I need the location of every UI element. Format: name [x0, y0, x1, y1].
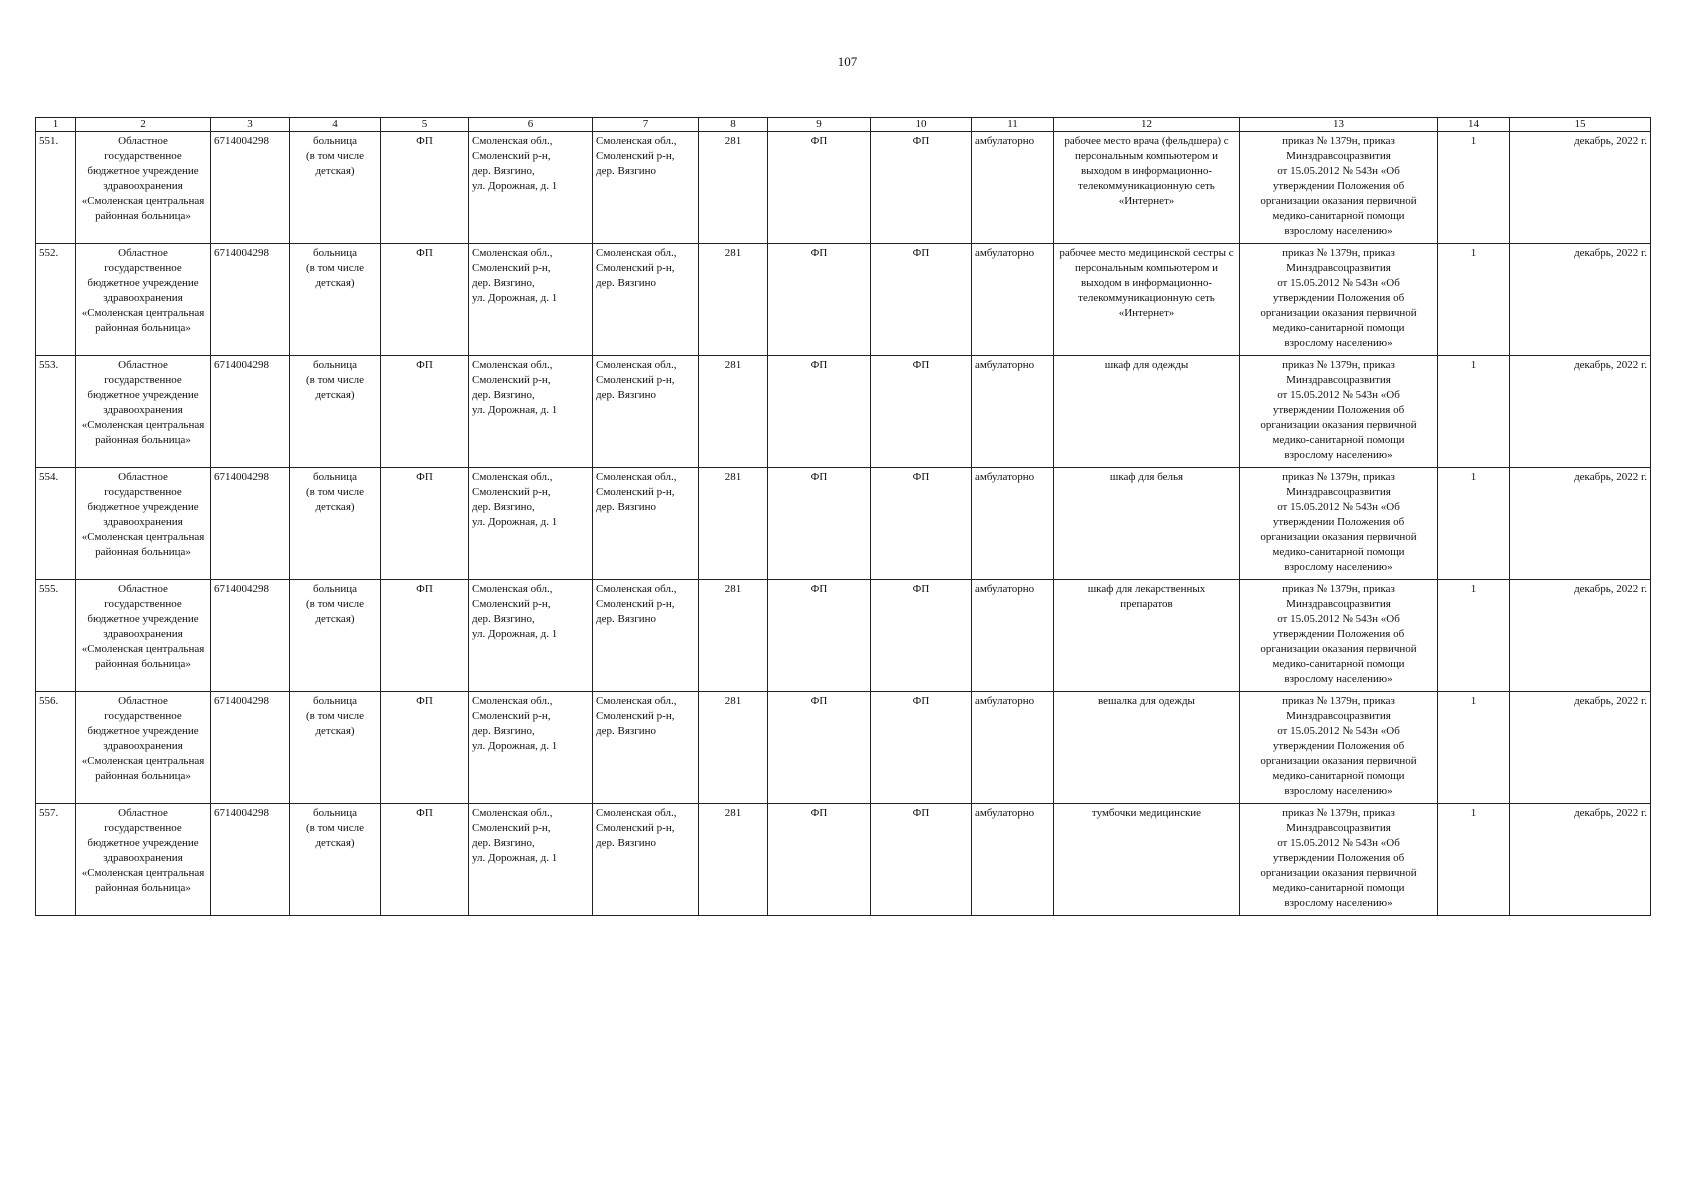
order-reference: приказ № 1379н, приказ Минздравсоцразвития от 15.05.2012 № 543н «Об утверждении Положения об организации оказания первичной медико-санитарной помощи взрослому населению» — [1240, 468, 1438, 580]
column-9-cell: ФП — [768, 580, 871, 692]
column-5-cell: ФП — [381, 692, 469, 804]
table-row — [36, 244, 1651, 356]
code-cell: 281 — [699, 132, 768, 244]
order-reference: приказ № 1379н, приказ Минздравсоцразвития от 15.05.2012 № 543н «Об утверждении Положения об организации оказания первичной медико-санитарной помощи взрослому населению» — [1240, 580, 1438, 692]
column-number-10: 10 — [871, 118, 972, 132]
table-row — [36, 132, 1651, 244]
facility-type: больница (в том числе детская) — [290, 804, 381, 916]
table-row — [36, 692, 1651, 804]
column-10-cell: ФП — [871, 356, 972, 468]
inn-cell: 6714004298 — [211, 132, 290, 244]
institution-name: Областное государственное бюджетное учреждение здравоохранения «Смоленская центральная районная больница» — [76, 692, 211, 804]
deadline-cell: декабрь, 2022 г. — [1510, 132, 1651, 244]
column-9-cell: ФП — [768, 356, 871, 468]
code-cell: 281 — [699, 244, 768, 356]
inn-cell: 6714004298 — [211, 468, 290, 580]
column-9-cell: ФП — [768, 804, 871, 916]
column-number-2: 2 — [76, 118, 211, 132]
column-5-cell: ФП — [381, 468, 469, 580]
order-reference: приказ № 1379н, приказ Минздравсоцразвития от 15.05.2012 № 543н «Об утверждении Положения об организации оказания первичной медико-санитарной помощи взрослому населению» — [1240, 132, 1438, 244]
quantity-cell: 1 — [1438, 468, 1510, 580]
column-9-cell: ФП — [768, 468, 871, 580]
column-5-cell: ФП — [381, 804, 469, 916]
equipment-item: рабочее место медицинской сестры с персональным компьютером и выходом в информационно-телекоммуникационную сеть «Интернет» — [1054, 244, 1240, 356]
facility-type: больница (в том числе детская) — [290, 468, 381, 580]
locality-cell: Смоленская обл., Смоленский р-н, дер. Вязгино — [593, 804, 699, 916]
column-10-cell: ФП — [871, 692, 972, 804]
code-cell: 281 — [699, 580, 768, 692]
column-10-cell: ФП — [871, 804, 972, 916]
inn-cell: 6714004298 — [211, 244, 290, 356]
address-cell: Смоленская обл., Смоленский р-н, дер. Вязгино, ул. Дорожная, д. 1 — [469, 804, 593, 916]
column-number-1: 1 — [36, 118, 76, 132]
column-number-4: 4 — [290, 118, 381, 132]
order-reference: приказ № 1379н, приказ Минздравсоцразвития от 15.05.2012 № 543н «Об утверждении Положения об организации оказания первичной медико-санитарной помощи взрослому населению» — [1240, 244, 1438, 356]
column-5-cell: ФП — [381, 244, 469, 356]
deadline-cell: декабрь, 2022 г. — [1510, 804, 1651, 916]
row-number: 553. — [36, 356, 76, 468]
row-number: 557. — [36, 804, 76, 916]
column-number-3: 3 — [211, 118, 290, 132]
equipment-item: тумбочки медицинские — [1054, 804, 1240, 916]
column-9-cell: ФП — [768, 692, 871, 804]
care-type-cell: амбулаторно — [972, 244, 1054, 356]
column-number-5: 5 — [381, 118, 469, 132]
code-cell: 281 — [699, 804, 768, 916]
institution-name: Областное государственное бюджетное учреждение здравоохранения «Смоленская центральная районная больница» — [76, 468, 211, 580]
institution-name: Областное государственное бюджетное учреждение здравоохранения «Смоленская центральная районная больница» — [76, 244, 211, 356]
address-cell: Смоленская обл., Смоленский р-н, дер. Вязгино, ул. Дорожная, д. 1 — [469, 580, 593, 692]
institution-name: Областное государственное бюджетное учреждение здравоохранения «Смоленская центральная районная больница» — [76, 132, 211, 244]
quantity-cell: 1 — [1438, 132, 1510, 244]
column-number-row — [36, 118, 1651, 132]
equipment-item: шкаф для одежды — [1054, 356, 1240, 468]
column-number-13: 13 — [1240, 118, 1438, 132]
column-number-8: 8 — [699, 118, 768, 132]
row-number: 551. — [36, 132, 76, 244]
column-number-14: 14 — [1438, 118, 1510, 132]
column-9-cell: ФП — [768, 132, 871, 244]
institution-name: Областное государственное бюджетное учреждение здравоохранения «Смоленская центральная районная больница» — [76, 580, 211, 692]
quantity-cell: 1 — [1438, 804, 1510, 916]
inn-cell: 6714004298 — [211, 804, 290, 916]
deadline-cell: декабрь, 2022 г. — [1510, 692, 1651, 804]
care-type-cell: амбулаторно — [972, 580, 1054, 692]
code-cell: 281 — [699, 692, 768, 804]
equipment-item: шкаф для белья — [1054, 468, 1240, 580]
deadline-cell: декабрь, 2022 г. — [1510, 244, 1651, 356]
care-type-cell: амбулаторно — [972, 804, 1054, 916]
code-cell: 281 — [699, 356, 768, 468]
locality-cell: Смоленская обл., Смоленский р-н, дер. Вязгино — [593, 356, 699, 468]
column-number-11: 11 — [972, 118, 1054, 132]
address-cell: Смоленская обл., Смоленский р-н, дер. Вязгино, ул. Дорожная, д. 1 — [469, 468, 593, 580]
row-number: 556. — [36, 692, 76, 804]
column-number-7: 7 — [593, 118, 699, 132]
address-cell: Смоленская обл., Смоленский р-н, дер. Вязгино, ул. Дорожная, д. 1 — [469, 132, 593, 244]
deadline-cell: декабрь, 2022 г. — [1510, 580, 1651, 692]
locality-cell: Смоленская обл., Смоленский р-н, дер. Вязгино — [593, 132, 699, 244]
quantity-cell: 1 — [1438, 356, 1510, 468]
quantity-cell: 1 — [1438, 244, 1510, 356]
quantity-cell: 1 — [1438, 692, 1510, 804]
address-cell: Смоленская обл., Смоленский р-н, дер. Вязгино, ул. Дорожная, д. 1 — [469, 244, 593, 356]
equipment-item: рабочее место врача (фельдшера) с персональным компьютером и выходом в информационно-телекоммуникационную сеть «Интернет» — [1054, 132, 1240, 244]
address-cell: Смоленская обл., Смоленский р-н, дер. Вязгино, ул. Дорожная, д. 1 — [469, 692, 593, 804]
column-number-9: 9 — [768, 118, 871, 132]
care-type-cell: амбулаторно — [972, 468, 1054, 580]
facility-type: больница (в том числе детская) — [290, 692, 381, 804]
column-5-cell: ФП — [381, 356, 469, 468]
deadline-cell: декабрь, 2022 г. — [1510, 356, 1651, 468]
institution-name: Областное государственное бюджетное учреждение здравоохранения «Смоленская центральная районная больница» — [76, 356, 211, 468]
facility-type: больница (в том числе детская) — [290, 580, 381, 692]
order-reference: приказ № 1379н, приказ Минздравсоцразвития от 15.05.2012 № 543н «Об утверждении Положения об организации оказания первичной медико-санитарной помощи взрослому населению» — [1240, 356, 1438, 468]
column-10-cell: ФП — [871, 244, 972, 356]
locality-cell: Смоленская обл., Смоленский р-н, дер. Вязгино — [593, 244, 699, 356]
table-row — [36, 804, 1651, 916]
page-number: 107 — [837, 54, 858, 69]
deadline-cell: декабрь, 2022 г. — [1510, 468, 1651, 580]
row-number: 554. — [36, 468, 76, 580]
column-5-cell: ФП — [381, 132, 469, 244]
column-number-12: 12 — [1054, 118, 1240, 132]
equipment-item: вешалка для одежды — [1054, 692, 1240, 804]
order-reference: приказ № 1379н, приказ Минздравсоцразвития от 15.05.2012 № 543н «Об утверждении Положения об организации оказания первичной медико-санитарной помощи взрослому населению» — [1240, 692, 1438, 804]
care-type-cell: амбулаторно — [972, 692, 1054, 804]
inn-cell: 6714004298 — [211, 356, 290, 468]
table-row — [36, 468, 1651, 580]
locality-cell: Смоленская обл., Смоленский р-н, дер. Вязгино — [593, 580, 699, 692]
facility-type: больница (в том числе детская) — [290, 356, 381, 468]
equipment-item: шкаф для лекарственных препаратов — [1054, 580, 1240, 692]
column-10-cell: ФП — [871, 580, 972, 692]
table-row — [36, 580, 1651, 692]
row-number: 555. — [36, 580, 76, 692]
inn-cell: 6714004298 — [211, 580, 290, 692]
column-number-6: 6 — [469, 118, 593, 132]
facility-type: больница (в том числе детская) — [290, 244, 381, 356]
institution-name: Областное государственное бюджетное учреждение здравоохранения «Смоленская центральная районная больница» — [76, 804, 211, 916]
inn-cell: 6714004298 — [211, 692, 290, 804]
facility-type: больница (в том числе детская) — [290, 132, 381, 244]
locality-cell: Смоленская обл., Смоленский р-н, дер. Вязгино — [593, 468, 699, 580]
table-row — [36, 356, 1651, 468]
register-table — [35, 117, 1651, 916]
column-10-cell: ФП — [871, 132, 972, 244]
quantity-cell: 1 — [1438, 580, 1510, 692]
order-reference: приказ № 1379н, приказ Минздравсоцразвития от 15.05.2012 № 543н «Об утверждении Положения об организации оказания первичной медико-санитарной помощи взрослому населению» — [1240, 804, 1438, 916]
code-cell: 281 — [699, 468, 768, 580]
column-10-cell: ФП — [871, 468, 972, 580]
care-type-cell: амбулаторно — [972, 132, 1054, 244]
column-9-cell: ФП — [768, 244, 871, 356]
address-cell: Смоленская обл., Смоленский р-н, дер. Вязгино, ул. Дорожная, д. 1 — [469, 356, 593, 468]
column-5-cell: ФП — [381, 580, 469, 692]
care-type-cell: амбулаторно — [972, 356, 1054, 468]
column-number-15: 15 — [1510, 118, 1651, 132]
locality-cell: Смоленская обл., Смоленский р-н, дер. Вязгино — [593, 692, 699, 804]
row-number: 552. — [36, 244, 76, 356]
